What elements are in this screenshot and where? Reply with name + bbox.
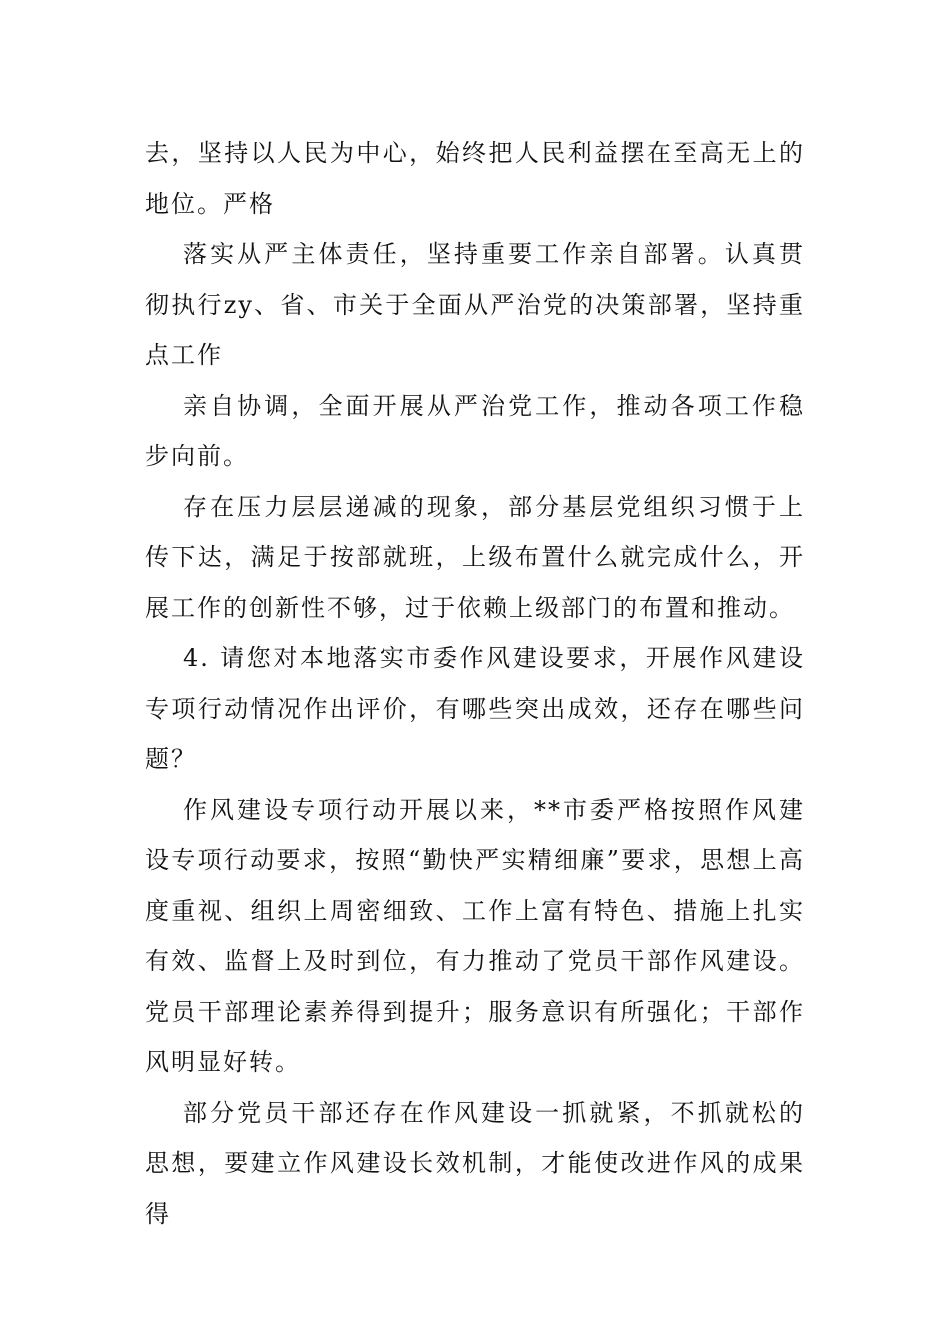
document-body <box>145 128 805 1239</box>
question-4: 4. 请您对本地落实市委作风建设要求，开展作风建设专项行动情况作出评价，有哪些突出成效，还存在哪些问题？ <box>145 644 805 773</box>
paragraph-2: 落实从严主体责任，坚持重要工作亲自部署。认真贯彻执行zy、省、市关于全面从严治党的决策部署，坚持重点工作 <box>145 240 805 369</box>
paragraph-1: 去，坚持以人民为中心，始终把人民利益摆在至高无上的地位。严格 <box>145 139 805 218</box>
paragraph-3: 亲自协调，全面开展从严治党工作，推动各项工作稳步向前。 <box>145 391 805 470</box>
paragraph-7: 部分党员干部还存在作风建设一抓就紧，不抓就松的思想，要建立作风建设长效机制，才能使改进作风的成果得 <box>145 1098 805 1228</box>
paragraph-4: 存在压力层层递减的现象，部分基层党组织习惯于上传下达，满足于按部就班，上级布置什么就完成什么，开展工作的创新性不够，过于依赖上级部门的布置和推动。 <box>145 492 805 622</box>
paragraph-6: 作风建设专项行动开展以来，**市委严格按照作风建设专项行动要求，按照“勤快严实精细廉”要求，思想上高度重视、组织上周密细致、工作上富有特色、措施上扎实有效、监督上及时到位，有力推动了党员干部作风建设。党员干部理论素养得到提升；服务意识有所强化；干部作风明显好转。 <box>145 795 805 1076</box>
